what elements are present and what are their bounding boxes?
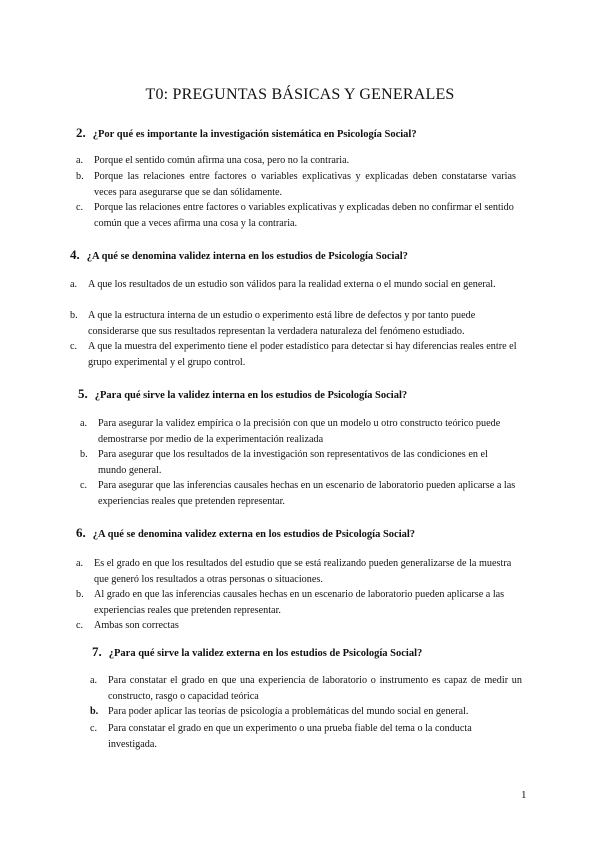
option-text: Al grado en que las inferencias causales hechas en un escenario de laboratorio pueden aplicarse a las experiencias reales que pretenden representar. [94, 589, 505, 616]
option-text: Ambas son correctas [94, 620, 179, 631]
option-text: Es el grado en que los resultados del estudio que se está realizando pueden generalizarse de la muestra que generó los resultados a otras personas o situaciones. [94, 558, 512, 585]
option-letter: b. [70, 310, 78, 321]
answer-option [76, 618, 520, 634]
option-text: Para asegurar la validez empírica o la precisión con que un modelo u otro constructo teórico puede demostrarse por medio de la experimentación realizada [98, 418, 501, 445]
answer-option [76, 200, 516, 231]
option-letter: c. [70, 341, 78, 352]
option-text: Porque el sentido común afirma una cosa, pero no la contraria. [94, 155, 350, 166]
answer-option [80, 478, 518, 509]
question-text: ¿A qué se denomina validez externa en los estudios de Psicología Social? [92, 529, 416, 540]
question-number: 7. [92, 644, 102, 659]
option-letter: a. [90, 675, 98, 686]
page-title: T0: PREGUNTAS BÁSICAS Y GENERALES [145, 86, 455, 103]
answer-option [70, 308, 520, 339]
question-number: 4. [70, 247, 80, 262]
option-letter: c. [76, 202, 84, 213]
option-text: Para asegurar que las inferencias causales hechas en un escenario de laboratorio pueden aplicarse a las experiencias reales que pretenden representar. [98, 480, 516, 507]
question-number: 2. [76, 125, 86, 140]
option-letter: c. [76, 620, 84, 631]
answer-option [80, 447, 518, 478]
question-6 [76, 525, 415, 541]
option-letter: b. [76, 589, 84, 600]
answer-option [90, 704, 522, 720]
question-text: ¿Para qué sirve la validez externa en los estudios de Psicología Social? [108, 648, 423, 659]
answer-option [70, 277, 520, 293]
answer-option [90, 721, 522, 752]
option-letter: a. [80, 418, 88, 429]
option-text: Porque las relaciones entre factores o variables explicativas y explicadas deben no confirmar el sentido común que a veces afirma una cosa y la contraria. [94, 202, 514, 229]
option-text: Porque las relaciones entre factores o variables explicativas y explicadas deben constatarse varias veces para asegurarse que se dan sólidamente. [94, 171, 516, 198]
answer-option [70, 339, 520, 370]
answer-option [90, 673, 522, 704]
option-letter: a. [76, 558, 84, 569]
question-4 [70, 247, 408, 263]
option-letter: a. [76, 155, 84, 166]
answer-option [76, 587, 520, 618]
option-letter: c. [90, 723, 98, 734]
option-letter: b. [76, 171, 84, 182]
answer-option [76, 556, 520, 587]
question-text: ¿Para qué sirve la validez interna en los estudios de Psicología Social? [94, 390, 408, 401]
option-letter: b. [90, 706, 99, 717]
answer-option [76, 153, 516, 169]
question-2 [76, 125, 417, 141]
option-text: Para poder aplicar las teorías de psicología a problemáticas del mundo social en general. [108, 706, 469, 717]
answer-option [76, 169, 516, 200]
option-letter: a. [70, 279, 78, 290]
question-5 [78, 386, 407, 402]
option-text: A que la estructura interna de un estudio o experimento está libre de defectos y por tanto puede considerarse que sus resultados representan la verdadera naturaleza del fenómeno estudiado. [88, 310, 476, 337]
question-text: ¿A qué se denomina validez interna en los estudios de Psicología Social? [86, 251, 408, 262]
option-letter: c. [80, 480, 88, 491]
option-text: A que los resultados de un estudio son válidos para la realidad externa o el mundo social en general. [88, 279, 496, 290]
question-number: 6. [76, 525, 86, 540]
option-text: Para constatar el grado en que una experiencia de laboratorio o instrumento es capaz de medir un constructo, rasgo o capacidad teórica [108, 675, 522, 702]
page-number: 1 [521, 789, 527, 801]
question-text: ¿Por qué es importante la investigación sistemática en Psicología Social? [92, 129, 417, 140]
question-7 [92, 644, 422, 660]
option-letter: b. [80, 449, 88, 460]
question-number: 5. [78, 386, 88, 401]
answer-option [80, 416, 518, 447]
option-text: A que la muestra del experimento tiene el poder estadístico para detectar si hay diferencias reales entre el grupo experimental y el grupo control. [88, 341, 517, 368]
option-text: Para constatar el grado en que un experimento o una prueba fiable del tema o la conducta investigada. [108, 723, 472, 750]
option-text: Para asegurar que los resultados de la investigación son representativos de las condiciones en el mundo general. [98, 449, 488, 476]
